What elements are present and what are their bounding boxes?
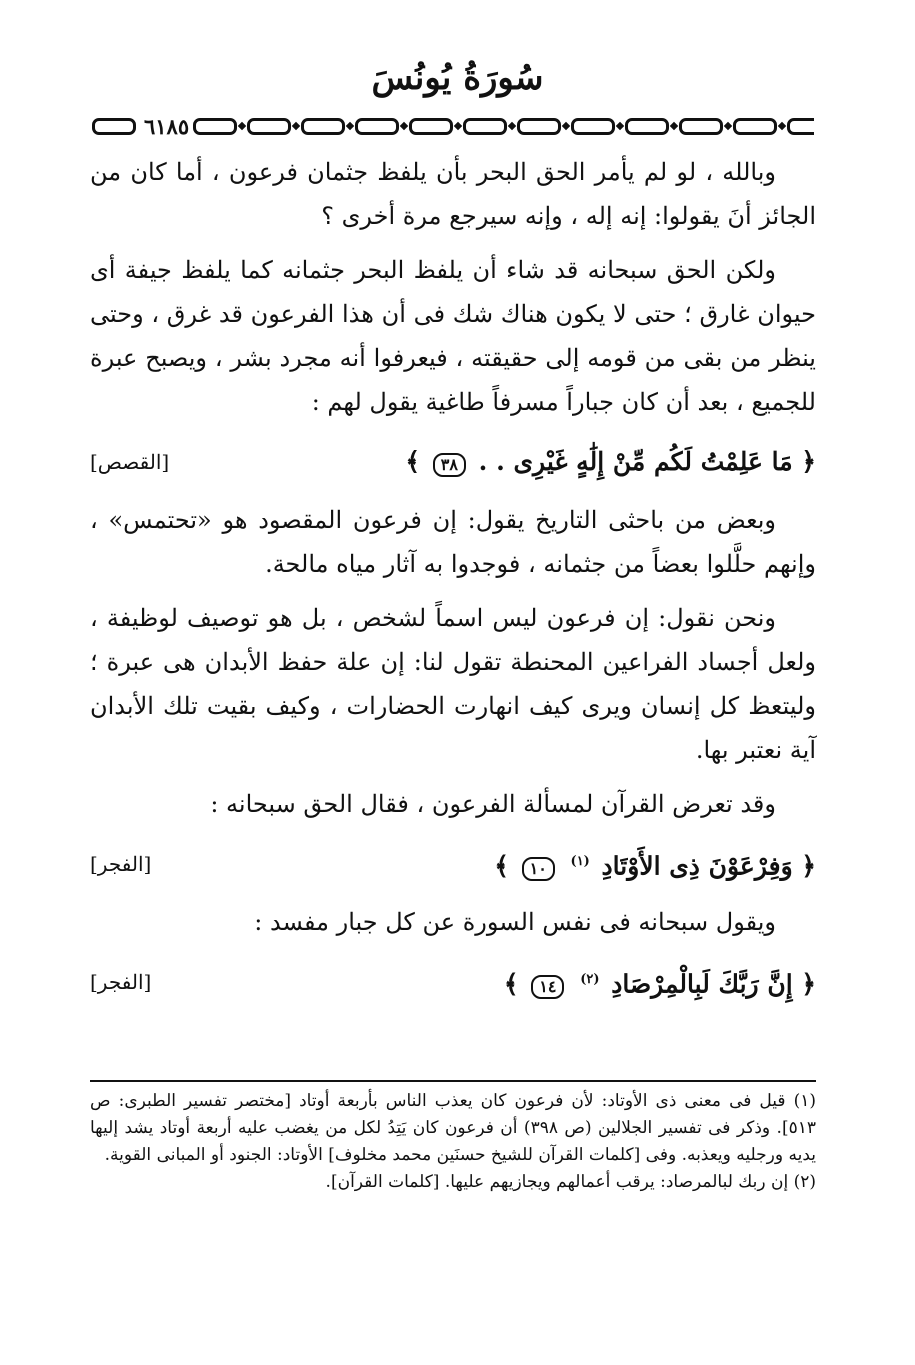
ornament-diamond — [562, 122, 570, 130]
verse-close-bracket: ﴾ — [494, 851, 509, 881]
paragraph: وقد تعرض القرآن لمسألة الفرعون ، فقال الحق سبحانه : — [210, 790, 776, 818]
ornament-link — [679, 118, 723, 135]
footnote-divider — [90, 1080, 816, 1082]
ornament-diamond — [670, 122, 678, 130]
ornament-link — [409, 118, 453, 135]
paragraph: وبالله ، لو لم يأمر الحق البحر بأن يلفظ جثمان فرعون ، أما كان من الجائز أنَ يقولوا: إنه إله ، وإنه سيرجع مرة أخرى ؟ — [90, 158, 816, 230]
surah-title: سُورَةُ يُونُسَ — [371, 58, 544, 98]
quran-verse-line — [90, 954, 816, 1010]
verse-close-bracket: ﴾ — [405, 447, 421, 476]
verse-text: ﴿ مَا عَلِمْتُ لَكُم مِّنْ إِلَٰهٍ غَيْرِى . . — [478, 447, 816, 476]
quran-verse — [494, 840, 816, 888]
ornament-diamond — [508, 122, 516, 130]
paragraph: ونحن نقول: إن فرعون ليس اسماً لشخص ، بل هو توصيف لوظيفة ، ولعل أجساد الفراعين المحنطة تقول لنا: إن علة حفظ الأبدان هى عبرة ؛ وليتعظ كل إنسان ويرى كيف انهارت الحضارات ، وكيف بقيت تلك الأبدان آية نعتبر بها. — [90, 604, 816, 764]
ornament-chain — [193, 118, 814, 135]
ornament-diamond — [616, 122, 624, 130]
ornament-link — [787, 118, 814, 135]
quran-verse-line — [90, 434, 816, 490]
footnote-marker: (١) — [570, 853, 590, 869]
ayah-number: ٣٨ — [433, 453, 466, 477]
footnotes — [90, 1088, 816, 1196]
ornament-link — [301, 118, 345, 135]
ornament-link — [463, 118, 507, 135]
ornament-diamond — [778, 122, 786, 130]
ornament-diamond — [346, 122, 354, 130]
footnote-marker: (٢) — [580, 971, 600, 987]
footnote: (٢) إن ربك لبالمرصاد: يرقب أعمالهم ويجازيهم عليها. [كلمات القرآن]. — [325, 1172, 816, 1192]
page-number: ٦١٨٥ — [144, 113, 190, 139]
ornament-link — [733, 118, 777, 135]
ornament-link — [92, 118, 136, 135]
ayah-number: ١٤ — [531, 975, 564, 999]
verse-close-bracket: ﴾ — [503, 969, 519, 999]
ornament-diamond — [454, 122, 462, 130]
ornament-diamond — [238, 122, 246, 130]
verse-text: ﴿ إِنَّ رَبَّكَ لَبِالْمِرْصَادِ — [611, 969, 816, 999]
verse-reference: [الفجر] — [90, 970, 152, 994]
quran-verse — [405, 440, 816, 484]
ornament-link — [247, 118, 291, 135]
verse-text: ﴿ وَفِرْعَوْنَ ذِى الأَوْتَادِ — [601, 851, 816, 881]
paragraph: ولكن الحق سبحانه قد شاء أن يلفظ البحر جثمانه كما يلفظ جيفة أى حيوان غارق ؛ حتى لا يكون هناك شك فى أن هذا الفرعون قد غرق ، وحتى ينظر من بقى من قومه إلى حقيقته ، فيعرفوا أنه مجرد بشر ، ويصبح عبرة للجميع ، بعد أن كان جباراً مسرفاً طاغية يقول لهم : — [90, 256, 816, 416]
ornament-link — [625, 118, 669, 135]
ornament-link — [517, 118, 561, 135]
quran-verse-line — [90, 836, 816, 892]
verse-reference: [القصص] — [90, 450, 170, 474]
ornament-diamond — [400, 122, 408, 130]
ornament-link — [193, 118, 237, 135]
footnote: (١) قيل فى معنى ذى الأوتاد: لأن فرعون كان يعذب الناس بأربعة أوتاد [مختصر تفسير الطبرى: ص ٥١٣]. وذكر فى تفسير الجلالين (ص ٣٩٨) أن فرعون كان يَتِدُ لكل من يغضب عليه أربعة أوتاد يشد إليها يديه ورجليه ويعذبه. وفى [كلمات القرآن للشيخ حسنَين محمد مخلوف] الأوتاد: الجنود أو المبانى القوية. — [90, 1091, 816, 1165]
ornament-link — [355, 118, 399, 135]
ornament-link — [571, 118, 615, 135]
main-text — [90, 150, 816, 1018]
ayah-number: ١٠ — [522, 857, 555, 881]
ornament-diamond — [724, 122, 732, 130]
ornament-diamond — [292, 122, 300, 130]
paragraph: ويقول سبحانه فى نفس السورة عن كل جبار مفسد : — [254, 908, 776, 936]
verse-reference: [الفجر] — [90, 852, 152, 876]
header-ornament-band — [92, 112, 814, 140]
paragraph: وبعض من باحثى التاريخ يقول: إن فرعون المقصود هو «تحتمس» ، وإنهم حلَّلوا بعضاً من جثمانه ، فوجدوا به آثار مياه مالحة. — [90, 506, 816, 578]
quran-verse — [504, 958, 816, 1006]
